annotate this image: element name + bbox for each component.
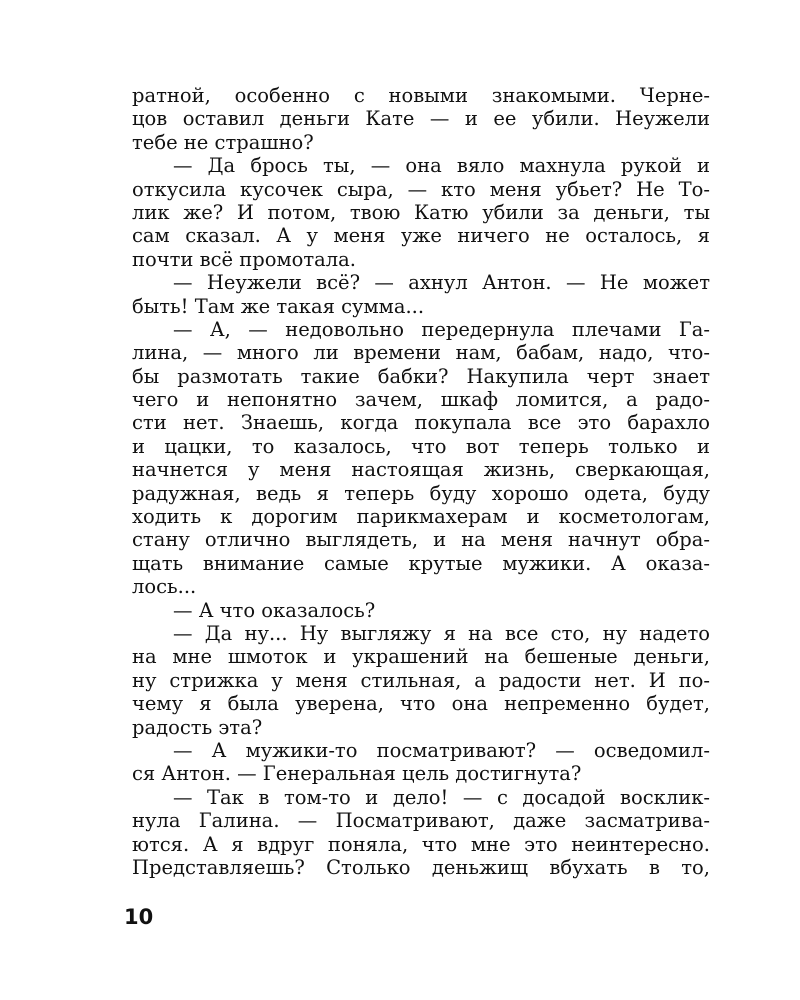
text-line: бы размотать такие бабки? Накупила черт знает	[132, 364, 710, 388]
text-line: откусила кусочек сыра, — кто меня убьет? Не То-	[132, 177, 710, 201]
text-line: радужная, ведь я теперь буду хорошо одета, буду	[132, 481, 710, 505]
text-line: щать внимание самые крутые мужики. А оказа-	[132, 551, 710, 575]
text-line: почти всё промотала.	[132, 247, 357, 271]
text-line: цов оставил деньги Кате — и ее убили. Неужели	[132, 107, 710, 131]
text-line: стану отлично выглядеть, и на меня начнут обра-	[132, 528, 710, 552]
text-line: — А что оказалось?	[173, 598, 376, 622]
text-line: — Да брось ты, — она вяло махнула рукой и	[173, 154, 710, 178]
text-line: чему я была уверена, что она непременно будет,	[132, 692, 710, 716]
text-line: ходить к дорогим парикмахерам и косметологам,	[132, 505, 710, 529]
page-number: 10	[124, 905, 154, 929]
text-line: лина, — много ли времени нам, бабам, надо, что-	[132, 341, 710, 365]
text-line: — А мужики-то посматривают? — осведомил-	[173, 738, 710, 762]
text-line: лось...	[132, 575, 197, 599]
text-line: быть! Там же такая сумма...	[132, 294, 425, 318]
text-line: ну стрижка у меня стильная, а радости нет. И по-	[132, 668, 710, 692]
text-line: — Неужели всё? — ахнул Антон. — Не может	[173, 271, 710, 295]
body-text	[132, 84, 710, 879]
text-line: сти нет. Знаешь, когда покупала все это барахло	[132, 411, 710, 435]
text-line: и цацки, то казалось, что вот теперь только и	[132, 434, 710, 458]
text-line: начнется у меня настоящая жизнь, сверкающая,	[132, 458, 710, 482]
text-line: — А, — недовольно передернула плечами Га-	[173, 317, 710, 341]
text-line: чего и непонятно зачем, шкаф ломится, а радо-	[132, 388, 710, 412]
text-line: сам сказал. А у меня уже ничего не осталось, я	[132, 224, 710, 248]
text-line: ратной, особенно с новыми знакомыми. Черне-	[132, 84, 710, 107]
text-line: ются. А я вдруг поняла, что мне это неинтересно.	[132, 832, 710, 856]
text-line: нула Галина. — Посматривают, даже засматрива-	[132, 809, 710, 833]
text-line: лик же? И потом, твою Катю убили за деньги, ты	[132, 200, 710, 224]
text-line: тебе не страшно?	[132, 130, 314, 154]
text-line: радость эта?	[132, 715, 263, 739]
text-line: ся Антон. — Генеральная цель достигнута?	[132, 762, 582, 786]
text-line: — Да ну... Ну выгляжу я на все сто, ну надето	[173, 621, 710, 645]
text-line: на мне шмоток и украшений на бешеные деньги,	[132, 645, 710, 669]
text-line: Представляешь? Столько деньжищ вбухать в то,	[132, 855, 710, 879]
text-line: — Так в том-то и дело! — с досадой восклик-	[173, 785, 710, 809]
